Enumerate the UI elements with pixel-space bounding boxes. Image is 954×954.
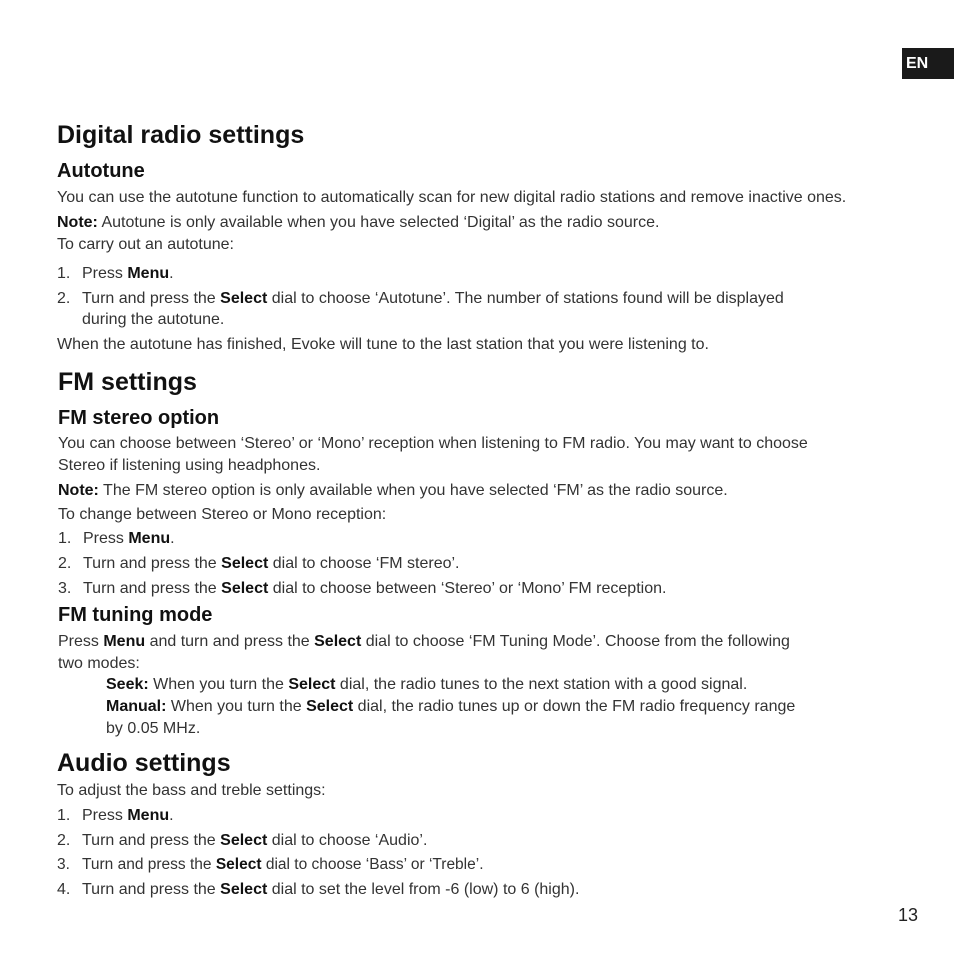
bold-menu: Menu (103, 633, 146, 650)
audio-step-4 (57, 879, 579, 901)
step-number: 2. (57, 832, 71, 849)
step-bold: Select (220, 290, 268, 307)
bold-select: Select (314, 633, 362, 650)
section-title-digital-radio: Digital radio settings (57, 121, 305, 149)
step-number: 1. (57, 807, 71, 824)
fm-stereo-note (58, 480, 728, 502)
autotune-intro: You can use the autotune function to automatically scan for new digital radio stations and remove inactive ones. (57, 189, 847, 206)
fm-stereo-intro-2: Stereo if listening using headphones. (58, 457, 321, 474)
step-number: 3. (58, 580, 72, 597)
step-bold: Menu (127, 807, 170, 824)
step-text-end: dial to choose ‘Autotune’. The number of stations found will be displayed (267, 290, 784, 307)
section-title-audio: Audio settings (57, 749, 231, 777)
autotune-finish: When the autotune has finished, Evoke will tune to the last station that you were listening to. (57, 336, 709, 353)
note-label: Note: (57, 214, 98, 231)
subheading-autotune: Autotune (57, 160, 145, 182)
bold-select: Select (306, 698, 354, 715)
step-text-end: dial to set the level from -6 (low) to 6 (high). (267, 881, 580, 898)
fm-stereo-change: To change between Stereo or Mono reception: (58, 506, 387, 523)
step-text-end: dial to choose between ‘Stereo’ or ‘Mono’ FM reception. (268, 580, 667, 597)
step-text: Press (82, 265, 128, 282)
autotune-note (57, 212, 659, 234)
subheading-fm-stereo: FM stereo option (58, 407, 220, 429)
step-text: Turn and press the (82, 832, 221, 849)
manual-label: Manual: (106, 698, 167, 715)
step-text: Turn and press the (82, 856, 216, 873)
step-text-end: dial to choose ‘Audio’. (267, 832, 428, 849)
step-text-end: . (169, 265, 174, 282)
step-text: Press (83, 530, 129, 547)
note-text: Autotune is only available when you have selected ‘Digital’ as the radio source. (97, 214, 660, 231)
step-bold: Select (220, 832, 268, 849)
note-text: The FM stereo option is only available when you have selected ‘FM’ as the radio source. (98, 482, 728, 499)
autotune-step-2 (57, 288, 784, 310)
step-bold: Select (220, 881, 268, 898)
step-text-end: . (169, 807, 174, 824)
fm-stereo-step-1 (58, 528, 175, 550)
audio-step-2 (57, 830, 427, 852)
bold-select: Select (288, 676, 336, 693)
step-text-end: dial to choose ‘Bass’ or ‘Treble’. (261, 856, 484, 873)
page-number: 13 (898, 905, 919, 925)
step-text: Press (82, 807, 128, 824)
fm-stereo-step-3 (58, 578, 666, 600)
text: and turn and press the (145, 633, 315, 650)
fm-tuning-seek (106, 674, 747, 696)
autotune-step-2-cont: during the autotune. (82, 311, 225, 328)
section-title-fm: FM settings (58, 368, 197, 396)
step-text: Turn and press the (82, 290, 221, 307)
fm-tuning-intro-cont: two modes: (58, 655, 140, 672)
step-bold: Select (221, 555, 269, 572)
audio-intro: To adjust the bass and treble settings: (57, 782, 326, 799)
text: When you turn the (148, 676, 289, 693)
fm-tuning-manual (106, 696, 795, 718)
step-bold: Menu (128, 530, 171, 547)
text: dial, the radio tunes to the next station with a good signal. (335, 676, 748, 693)
text: dial to choose ‘FM Tuning Mode’. Choose from the following (361, 633, 790, 650)
step-number: 4. (57, 881, 71, 898)
seek-label: Seek: (106, 676, 149, 693)
step-text: Turn and press the (82, 881, 221, 898)
fm-stereo-step-2 (58, 553, 460, 575)
step-bold: Select (221, 580, 269, 597)
language-tab: EN (902, 48, 954, 79)
autotune-carry: To carry out an autotune: (57, 236, 234, 253)
audio-step-1 (57, 805, 174, 827)
autotune-step-1 (57, 263, 174, 285)
fm-tuning-intro (58, 631, 790, 653)
step-bold: Select (215, 856, 262, 873)
step-number: 1. (58, 530, 72, 547)
step-text: Turn and press the (83, 555, 222, 572)
step-number: 3. (57, 856, 70, 873)
step-text-end: . (170, 530, 175, 547)
step-number: 2. (57, 290, 71, 307)
subheading-fm-tuning: FM tuning mode (58, 604, 213, 626)
text: Press (58, 633, 104, 650)
step-number: 1. (57, 265, 71, 282)
step-text: Turn and press the (83, 580, 222, 597)
fm-stereo-intro-1: You can choose between ‘Stereo’ or ‘Mono’ reception when listening to FM radio. You may want to choose (58, 435, 808, 452)
text: dial, the radio tunes up or down the FM radio frequency range (353, 698, 796, 715)
audio-step-3 (57, 854, 484, 876)
step-text-end: dial to choose ‘FM stereo’. (268, 555, 460, 572)
fm-tuning-manual-cont: by 0.05 MHz. (106, 720, 201, 737)
step-number: 2. (58, 555, 72, 572)
note-label: Note: (58, 482, 99, 499)
step-bold: Menu (127, 265, 170, 282)
text: When you turn the (166, 698, 307, 715)
